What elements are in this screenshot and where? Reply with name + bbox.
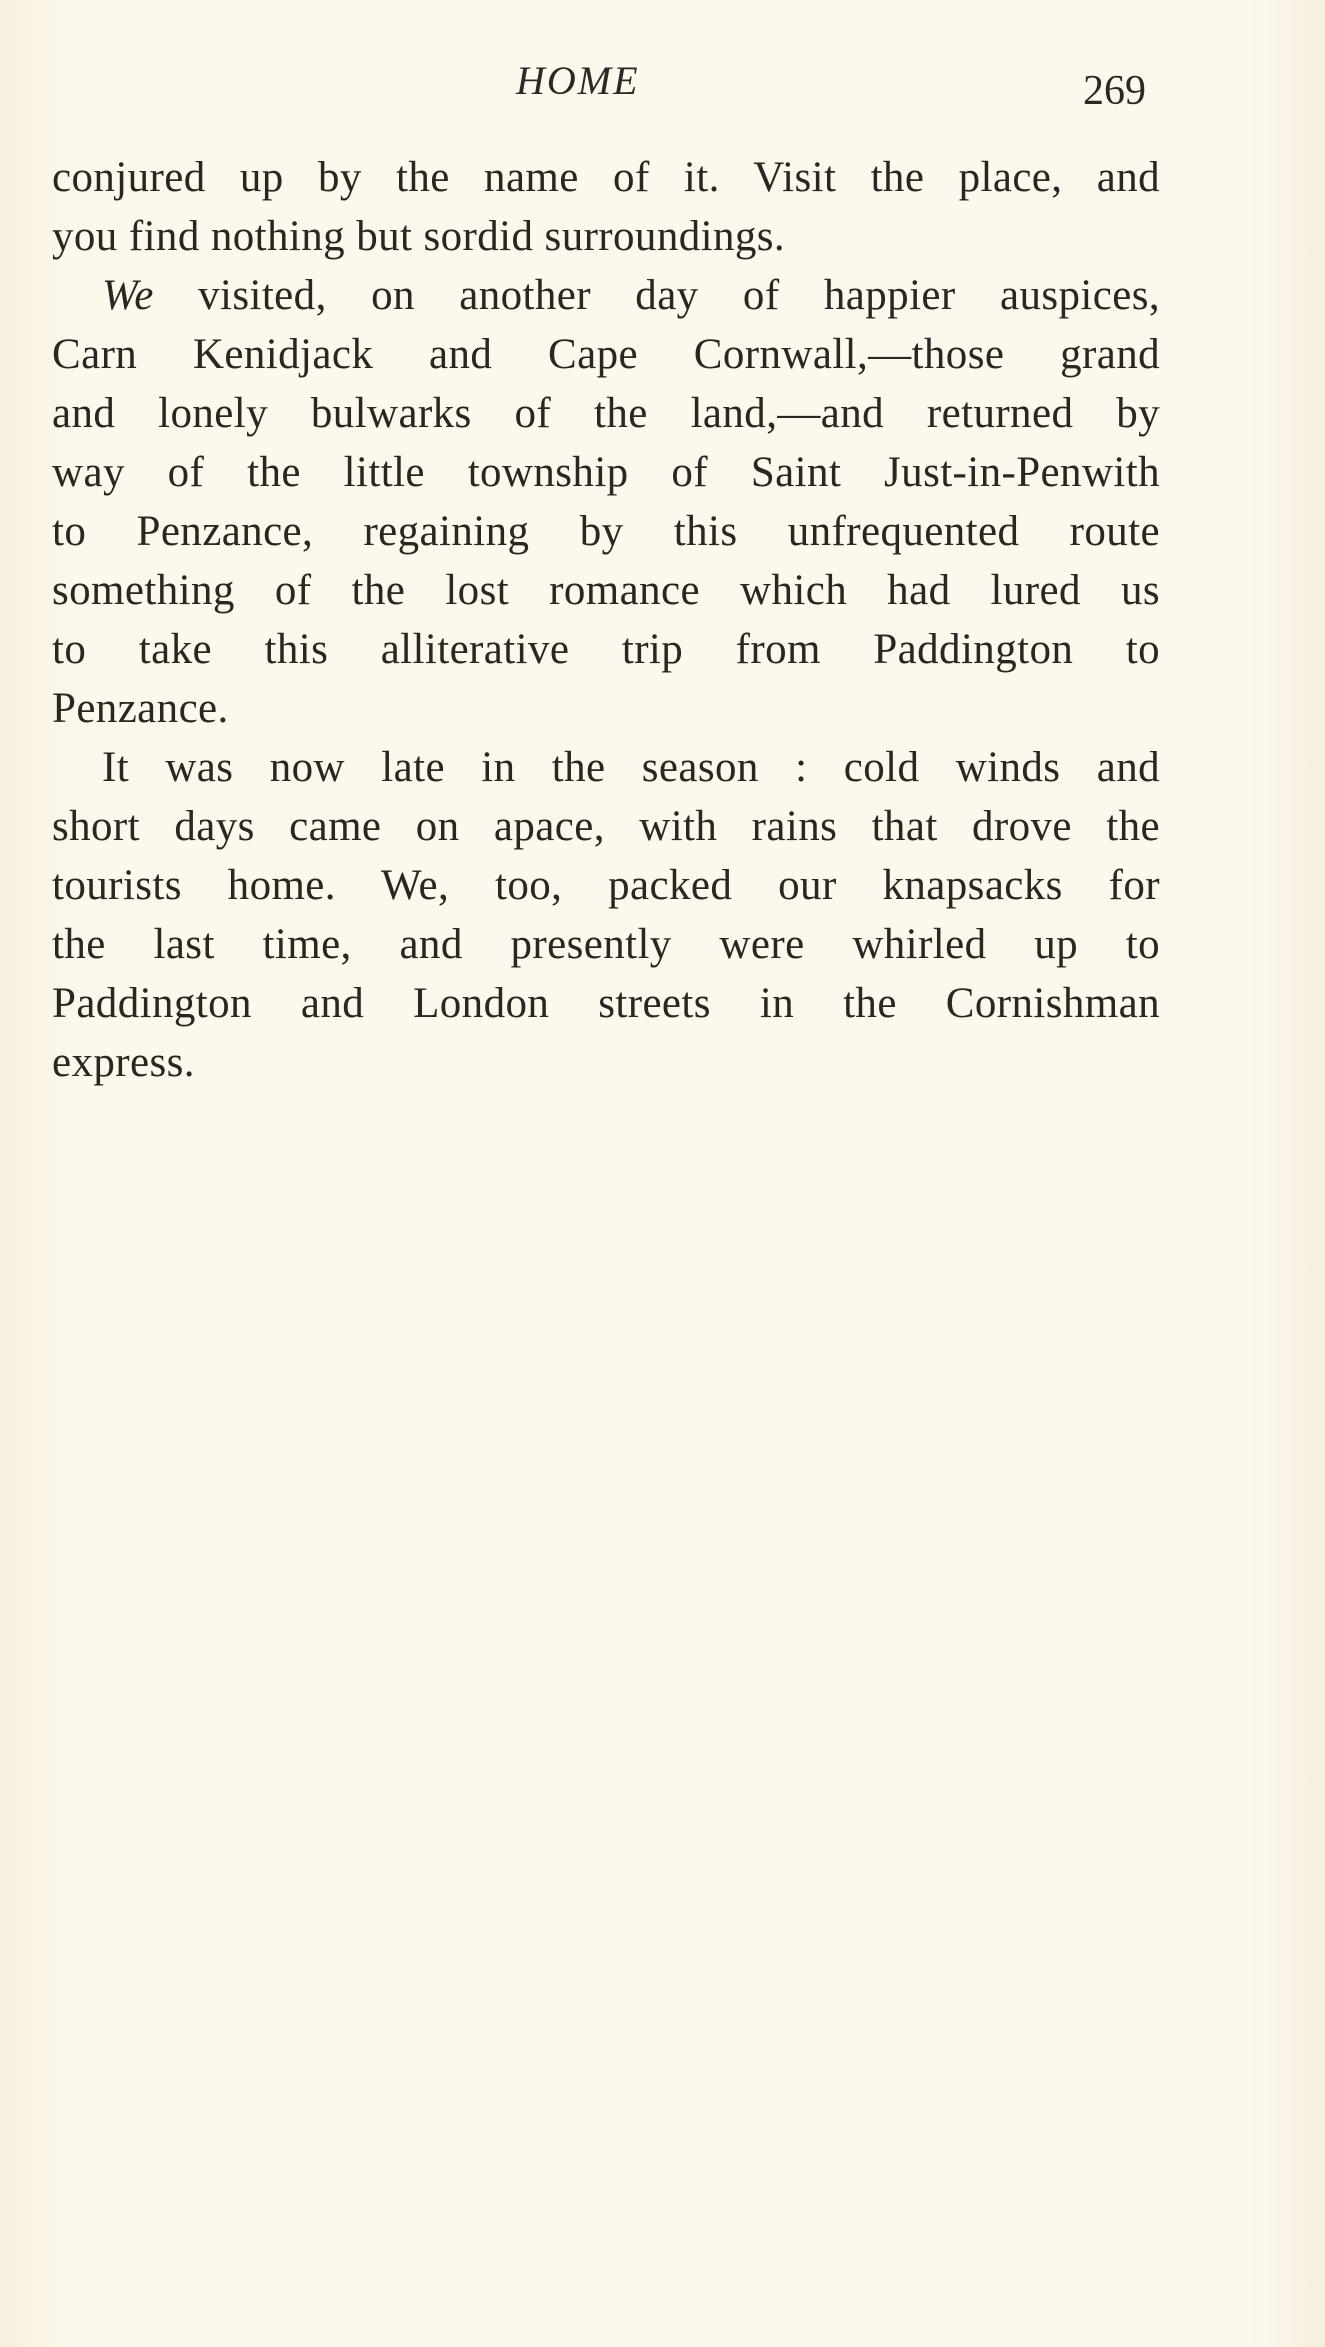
text-line: to take this alliterative trip from Paddington to [52, 626, 1160, 673]
text-line: short days came on apace, with rains that drove the [52, 803, 1160, 850]
paragraph-2 [52, 266, 1160, 738]
running-title: HOME [516, 58, 640, 103]
text-line: Carn Kenidjack and Cape Cornwall,—those grand [52, 331, 1160, 378]
paragraph-1 [52, 148, 1160, 266]
text-line: the last time, and presently were whirled up to [52, 921, 1160, 968]
text-line: conjured up by the name of it. Visit the place, and [52, 154, 1160, 201]
page-number: 269 [1083, 68, 1146, 114]
text-line: you find nothing but sordid surroundings. [52, 213, 786, 260]
text-line: Paddington and London streets in the Cornishman [52, 980, 1160, 1027]
paragraph-3 [52, 738, 1160, 1092]
text-line: something of the lost romance which had lured us [52, 567, 1160, 614]
text-line: way of the little township of Saint Just-in-Penwith [52, 449, 1160, 496]
italic-word: We [102, 272, 154, 319]
running-head [0, 56, 1325, 114]
text-line-rest: visited, on another day of happier auspices, [153, 272, 1160, 319]
text-line: and lonely bulwarks of the land,—and returned by [52, 390, 1160, 437]
text-line [52, 266, 1160, 325]
text-line: tourists home. We, too, packed our knapsacks for [52, 862, 1160, 909]
text-line: express. [52, 1039, 195, 1086]
text-line: Penzance. [52, 685, 229, 732]
body-text [52, 148, 1160, 1092]
text-line: to Penzance, regaining by this unfrequented route [52, 508, 1160, 555]
text-line: It was now late in the season : cold winds and [102, 744, 1160, 791]
